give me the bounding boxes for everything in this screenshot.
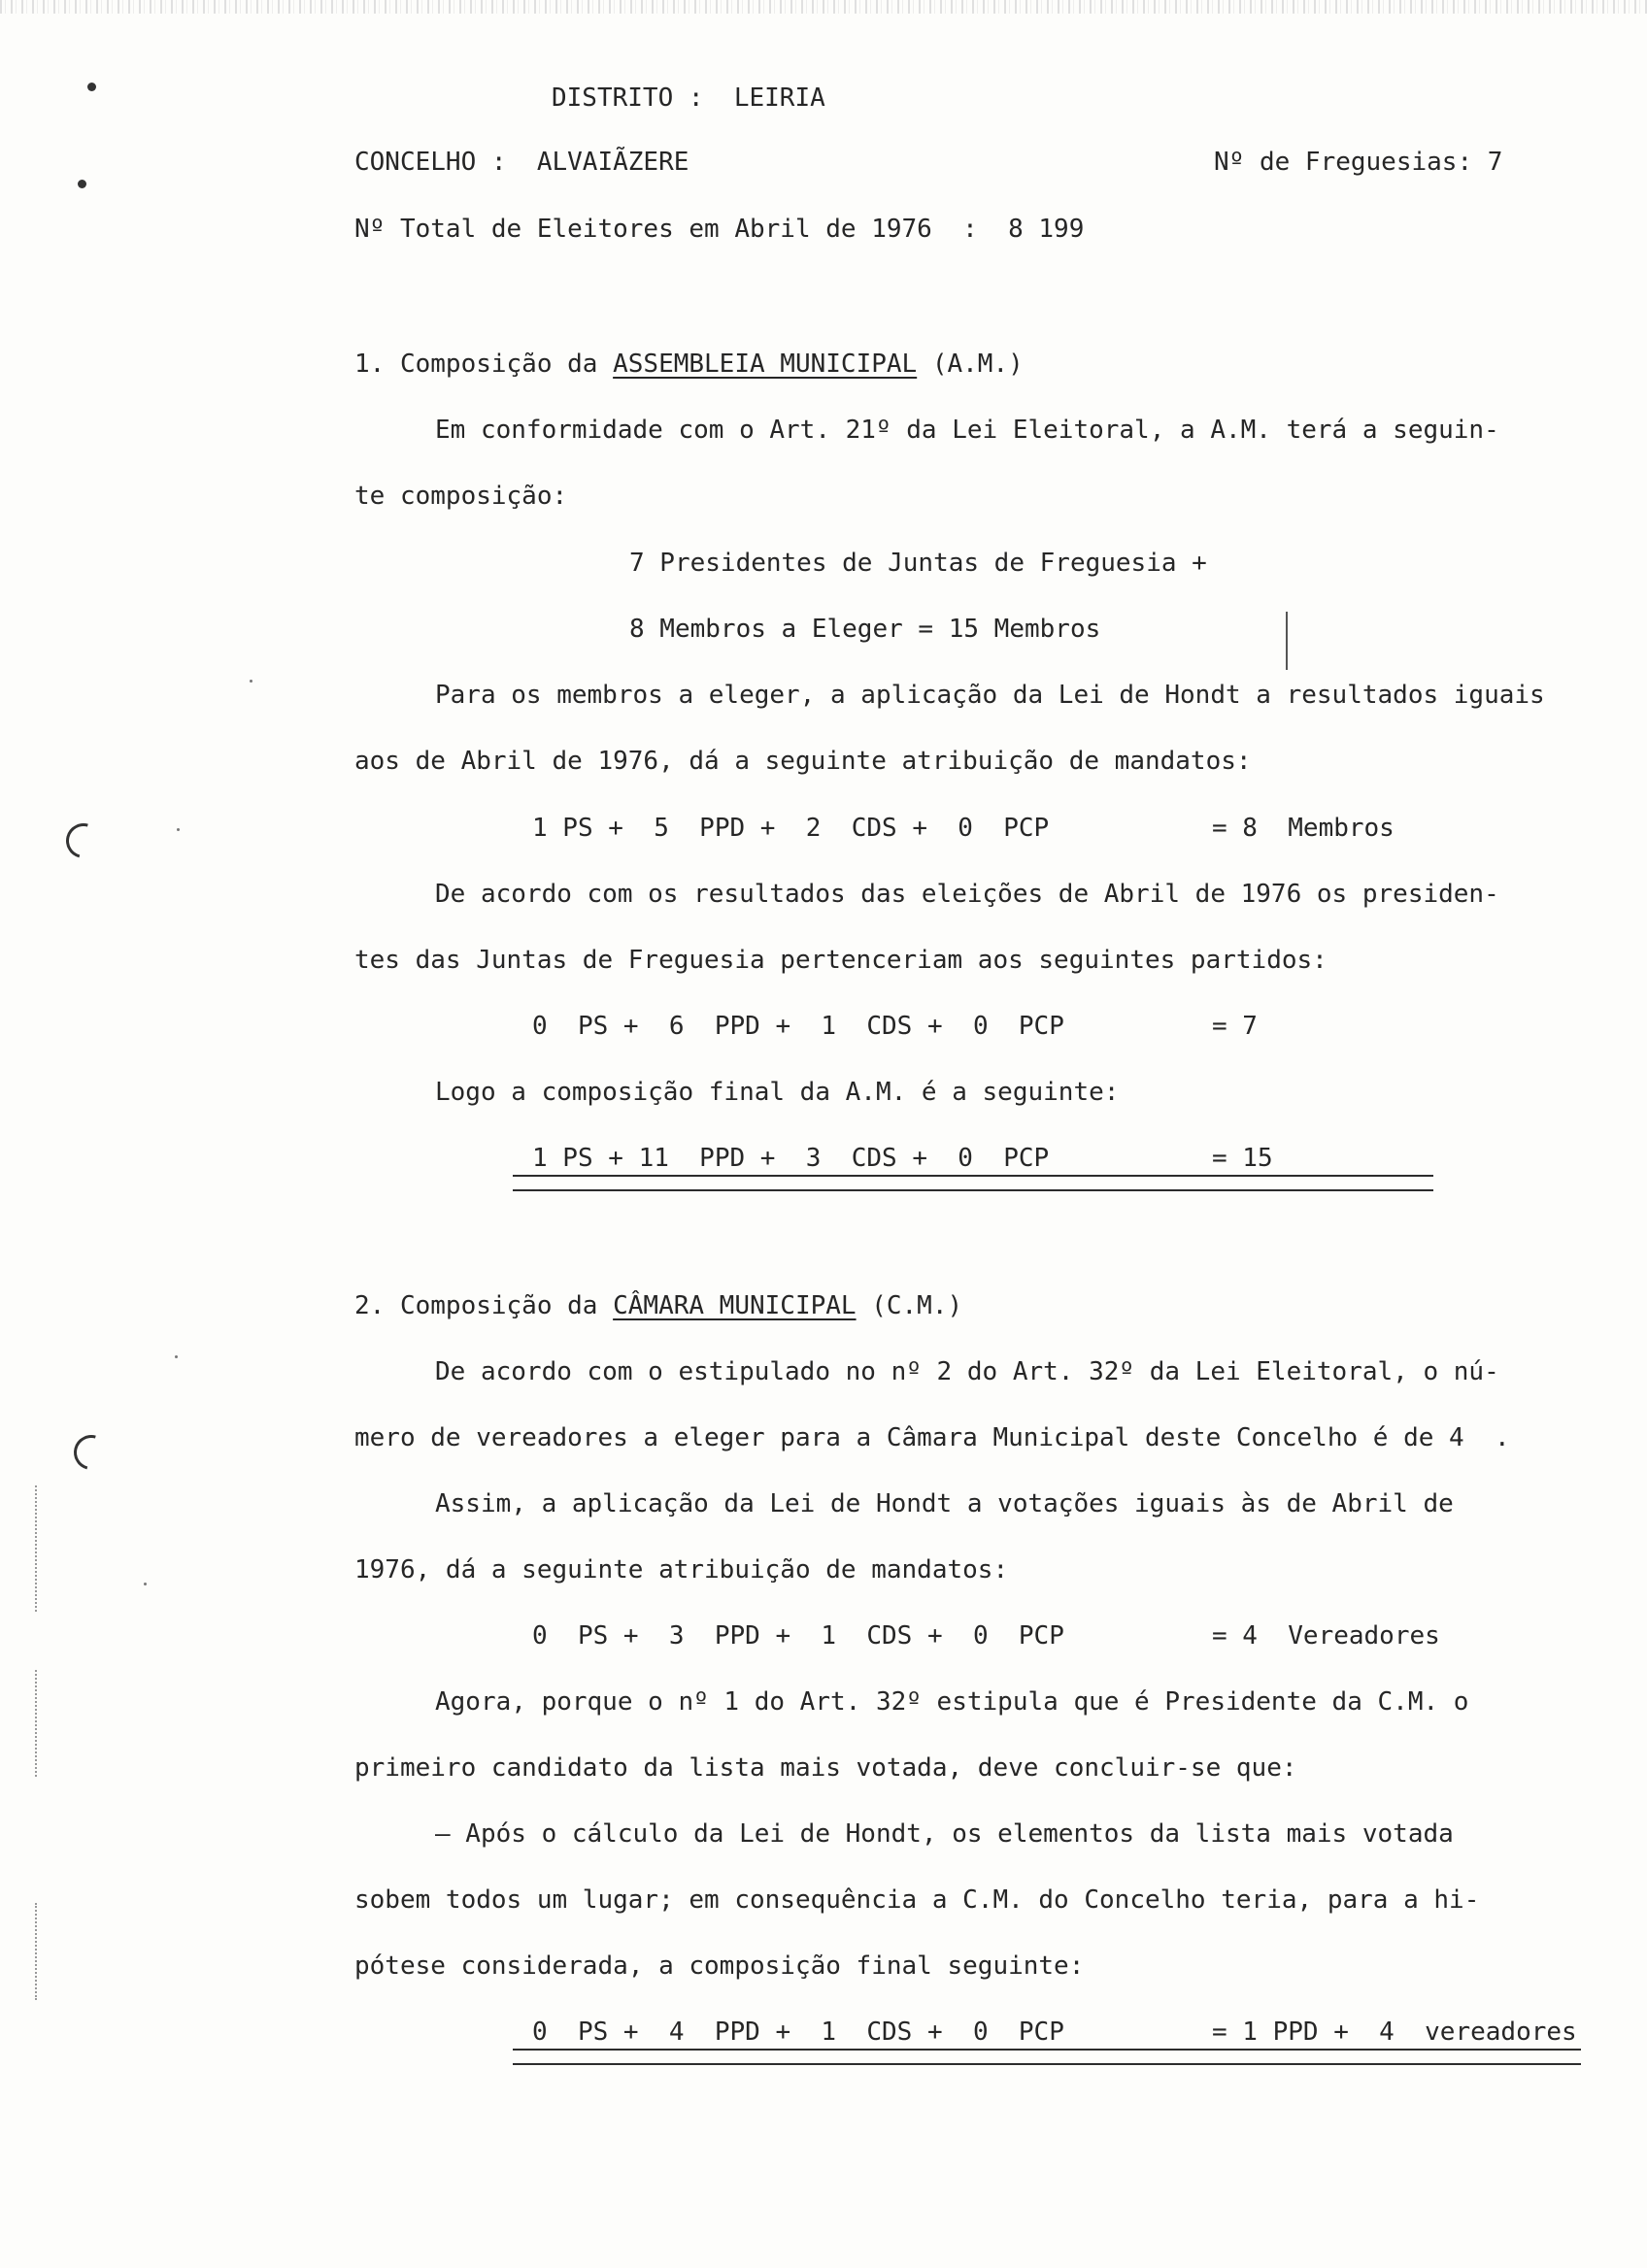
scan-edge-trail	[35, 1670, 39, 1777]
section2-heading-suffix: (C.M.)	[856, 1291, 963, 1320]
section2-para4-line3: pótese considerada, a composição final seguinte:	[354, 1951, 1085, 1981]
punch-hole-mark	[59, 817, 107, 864]
presidents-line1: De acordo com os resultados das eleições de Abril de 1976 os presiden-	[435, 880, 1499, 909]
section2-para2-line1: Assim, a aplicação da Lei de Hondt a votações iguais às de Abril de	[435, 1489, 1454, 1518]
section2-heading-title: CÂMARA MUNICIPAL	[613, 1291, 857, 1320]
section2-final-result: = 1 PPD + 4 vereadores	[1212, 2018, 1577, 2047]
section2-para3-line2: primeiro candidato da lista mais votada, deve concluir-se que:	[354, 1753, 1297, 1783]
section2-final-formula: 0 PS + 4 PPD + 1 CDS + 0 PCP	[532, 2018, 1064, 2047]
section2-heading	[354, 1293, 962, 1318]
margin-tick	[1286, 612, 1288, 670]
hondt-line2: aos de Abril de 1976, dá a seguinte atribuição de mandatos:	[354, 747, 1252, 776]
scan-speck	[175, 1355, 178, 1358]
section1-heading-prefix: 1. Composição da	[354, 350, 614, 379]
presidents-formula: 0 PS + 6 PPD + 1 CDS + 0 PCP	[532, 1012, 1064, 1041]
composition-line2: 8 Membros a Eleger = 15 Membros	[629, 615, 1101, 644]
section1-intro-line2: te composição:	[354, 482, 568, 511]
section1-final-underline	[513, 1175, 1433, 1177]
scan-edge-trail	[35, 1485, 39, 1612]
scan-edge-trail	[35, 1903, 39, 2000]
section2-final-underline	[513, 2049, 1581, 2051]
section1-heading-title: ASSEMBLEIA MUNICIPAL	[613, 350, 918, 379]
section1-mandates-result: = 8 Membros	[1212, 814, 1395, 843]
margin-dot	[87, 83, 96, 91]
section1-mandates-formula: 1 PS + 5 PPD + 2 CDS + 0 PCP	[532, 814, 1050, 843]
section1-heading-suffix: (A.M.)	[917, 350, 1024, 379]
section1-final-intro: Logo a composição final da A.M. é a seguinte:	[435, 1078, 1120, 1107]
section1-final-formula: 1 PS + 11 PPD + 3 CDS + 0 PCP	[532, 1144, 1050, 1173]
section2-mandates-formula: 0 PS + 3 PPD + 1 CDS + 0 PCP	[532, 1621, 1064, 1651]
scan-edge-artifact	[0, 0, 1647, 14]
section2-para1-line2: mero de vereadores a eleger para a Câmara Municipal deste Concelho é de 4 .	[354, 1423, 1510, 1452]
section2-para2-line2: 1976, dá a seguinte atribuição de mandatos:	[354, 1555, 1009, 1584]
section2-para1-line1: De acordo com o estipulado no nº 2 do Art. 32º da Lei Eleitoral, o nú-	[435, 1357, 1499, 1386]
freguesias-count: Nº de Freguesias: 7	[1214, 148, 1503, 177]
total-eleitores-line: Nº Total de Eleitores em Abril de 1976 : 8 199	[354, 215, 1085, 244]
scan-speck	[144, 1583, 147, 1585]
section2-para4-line1: – Após o cálculo da Lei de Hondt, os elementos da lista mais votada	[435, 1819, 1454, 1849]
scan-speck	[250, 680, 252, 683]
hondt-line1: Para os membros a eleger, a aplicação da Lei de Hondt a resultados iguais	[435, 681, 1545, 710]
section2-heading-prefix: 2. Composição da	[354, 1291, 614, 1320]
section1-intro-line1: Em conformidade com o Art. 21º da Lei Eleitoral, a A.M. terá a seguin-	[435, 416, 1499, 445]
section2-mandates-result: = 4 Vereadores	[1212, 1621, 1440, 1651]
section2-para4-line2: sobem todos um lugar; em consequência a C.M. do Concelho teria, para a hi-	[354, 1885, 1480, 1915]
concelho-line: CONCELHO : ALVAIÃZERE	[354, 148, 689, 177]
section2-para3-line1: Agora, porque o nº 1 do Art. 32º estipula que é Presidente da C.M. o	[435, 1687, 1469, 1717]
composition-line1: 7 Presidentes de Juntas de Freguesia +	[629, 549, 1207, 578]
presidents-line2: tes das Juntas de Freguesia pertenceriam aos seguintes partidos:	[354, 946, 1328, 975]
punch-hole-mark	[67, 1428, 115, 1476]
distrito-line: DISTRITO : LEIRIA	[552, 83, 825, 113]
section1-final-result: = 15	[1212, 1144, 1273, 1173]
margin-dot	[78, 180, 86, 188]
section1-heading	[354, 351, 1024, 377]
section1-final-double-rule	[513, 1189, 1433, 1191]
section2-final-double-rule	[513, 2063, 1581, 2065]
presidents-result: = 7	[1212, 1012, 1258, 1041]
scan-speck	[177, 828, 180, 831]
